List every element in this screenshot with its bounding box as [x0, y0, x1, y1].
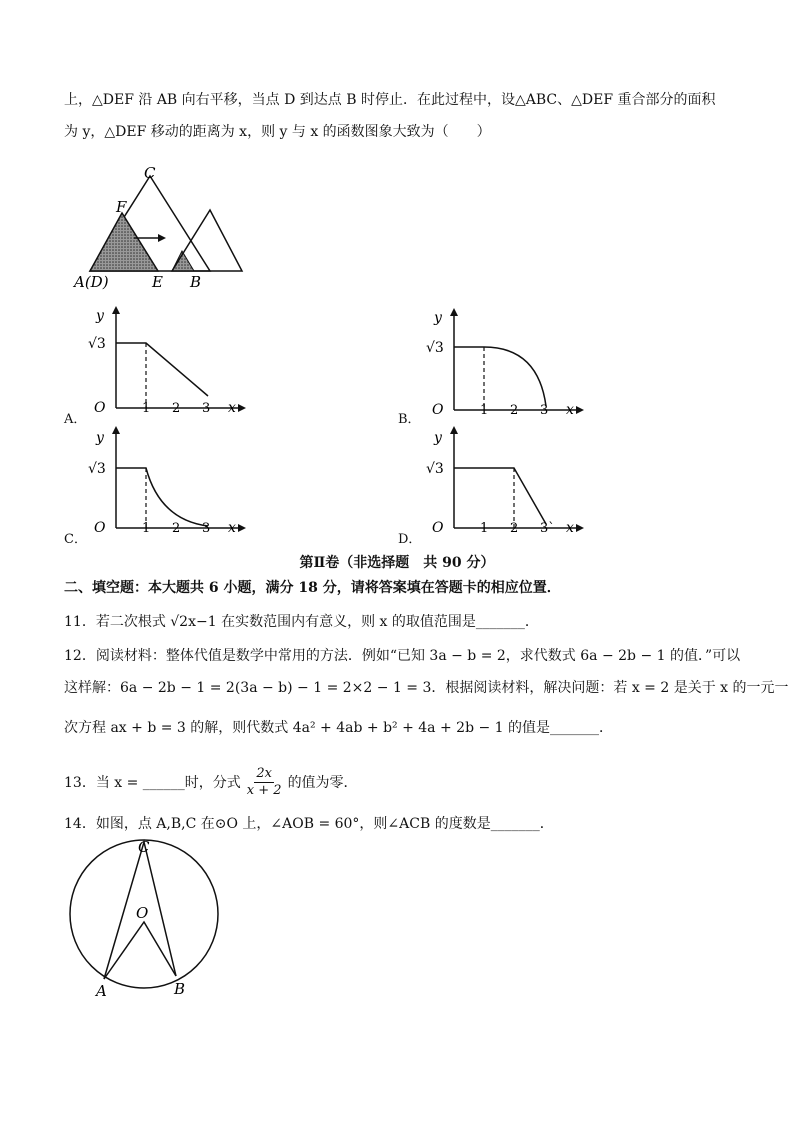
tick-2: 2 [172, 401, 181, 416]
question-13-suffix: 的值为零． [287, 775, 358, 791]
section-title: 第Ⅱ卷（非选择题 共 90 分） [299, 555, 495, 571]
question-13 [64, 762, 358, 802]
sqrt3-label: √3 [88, 461, 106, 477]
question-12-line-2: 这样解：6a − 2b − 1 = 2(3a − b) − 1 = 2×2 − 1 = 3．根据阅读材料，解决问题：若 x = 2 是关于 x 的一元一 [64, 680, 789, 696]
tick-1: 1 [142, 401, 151, 416]
tick-3: 3 [540, 403, 549, 418]
label-a: A [96, 982, 107, 1000]
option-c-graph [88, 420, 248, 540]
label-c: C [144, 164, 156, 182]
option-b-graph [426, 302, 586, 422]
label-f: F [116, 198, 127, 216]
label-b: B [174, 980, 186, 998]
origin-label: O [94, 520, 106, 536]
question-13-prefix: 13．当 x = ______时，分式 [64, 775, 241, 791]
y-axis-label: y [96, 430, 104, 446]
option-d-label: D． [398, 532, 422, 547]
option-b-label: B． [398, 412, 421, 427]
label-e: E [152, 273, 163, 291]
sqrt3-label: √3 [426, 461, 444, 477]
triangle-translation-figure [70, 162, 270, 292]
tick-1: 1 [142, 521, 151, 536]
tick-3: 3 [202, 521, 211, 536]
question-12-line-1: 12．阅读材料：整体代值是数学中常用的方法．例如“已知 3a − b = 2，求代数式 6a − 2b − 1 的值．”可以 [64, 648, 741, 664]
label-o: O [136, 904, 149, 922]
origin-label: O [432, 520, 444, 536]
tick-2: 2 [510, 403, 519, 418]
option-a-graph [88, 300, 248, 420]
arrow-head [158, 234, 166, 242]
label-b: B [190, 273, 202, 291]
tick-3: 3` [540, 521, 555, 536]
question-11: 11．若二次根式 √2x−1 在实数范围内有意义，则 x 的取值范围是_______． [64, 614, 539, 630]
y-axis-label: y [96, 308, 104, 324]
x-axis-label: x [566, 402, 574, 418]
tick-2: 2 [510, 521, 519, 536]
circle-figure [64, 834, 234, 1004]
option-a-label: A． [64, 412, 87, 427]
fraction-denominator: x + 2 [246, 782, 282, 798]
tick-1: 1 [480, 521, 489, 536]
tick-2: 2 [172, 521, 181, 536]
label-c: C [138, 838, 150, 856]
y-axis-label: y [434, 310, 442, 326]
y-axis-label: y [434, 430, 442, 446]
fraction [245, 766, 284, 799]
option-c-label: C． [64, 532, 87, 547]
sqrt3-label: √3 [426, 340, 444, 356]
x-axis-label: x [566, 520, 574, 536]
option-d-graph [426, 420, 586, 540]
label-ad: A(D) [74, 273, 109, 291]
origin-label: O [94, 400, 106, 416]
question-10-line-2: 为 y，△DEF 移动的距离为 x，则 y 与 x 的函数图象大致为（ ） [64, 124, 491, 140]
fraction-numerator: 2x [256, 765, 272, 781]
triangle-def-shaded [90, 213, 158, 271]
origin-label: O [432, 402, 444, 418]
question-10-line-1: 上，△DEF 沿 AB 向右平移，当点 D 到达点 B 时停止．在此过程中，设△ABC、△DEF 重合部分的面积 [64, 92, 716, 108]
question-12-line-3: 次方程 ax + b = 3 的解，则代数式 4a² + 4ab + b² + 4a + 2b − 1 的值是_______． [64, 720, 614, 736]
part-2-header: 二、填空题：本大题共 6 小题，满分 18 分，请将答案填在答题卡的相应位置． [64, 580, 561, 596]
x-axis-label: x [228, 520, 236, 536]
question-14: 14．如图，点 A,B,C 在⊙O 上，∠AOB = 60°，则∠ACB 的度数是_______． [64, 816, 554, 832]
tick-3: 3 [202, 401, 211, 416]
x-axis-label: x [228, 400, 236, 416]
tick-1: 1 [480, 403, 489, 418]
sqrt3-label: √3 [88, 336, 106, 352]
